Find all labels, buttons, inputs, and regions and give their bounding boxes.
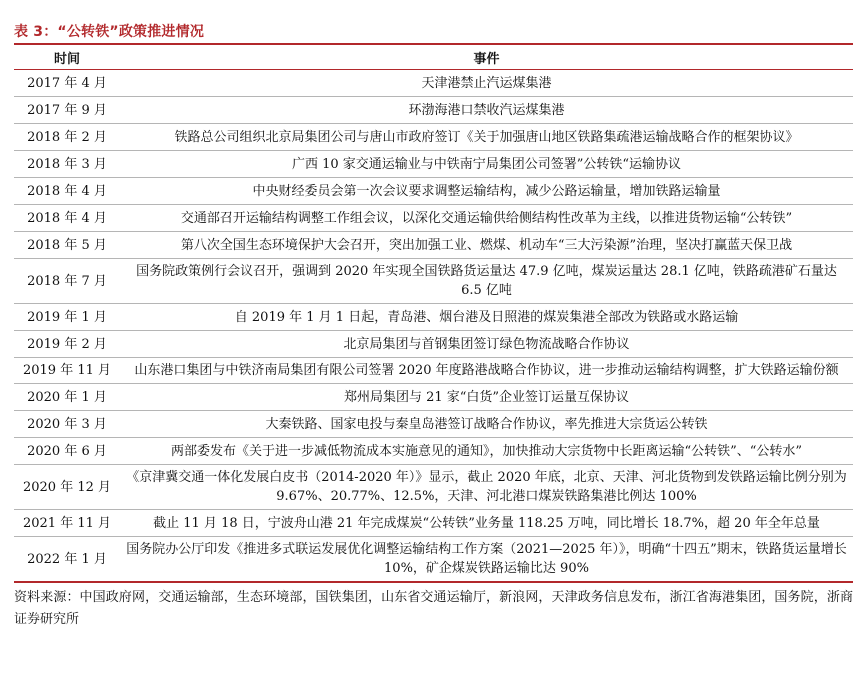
- row-event: 铁路总公司组织北京局集团公司与唐山市政府签订《关于加强唐山地区铁路集疏港运输战略合作的框架协议》: [120, 124, 853, 151]
- row-event: 国务院政策例行会议召开，强调到 2020 年实现全国铁路货运量达 47.9 亿吨，煤炭运量达 28.1 亿吨，铁路疏港矿石量达 6.5 亿吨: [120, 259, 853, 304]
- table-row: [14, 331, 853, 358]
- row-event: 大秦铁路、国家电投与秦皇岛港签订战略合作协议，率先推进大宗货运公转铁: [120, 411, 853, 438]
- row-time: 2017 年 4 月: [14, 70, 120, 97]
- table-row: [14, 537, 853, 583]
- row-event: 山东港口集团与中铁济南局集团有限公司签署 2020 年度路港战略合作协议，进一步推动运输结构调整，扩大铁路运输份额: [120, 358, 853, 384]
- row-time: 2020 年 12 月: [14, 465, 120, 510]
- column-header-time: 时间: [14, 45, 120, 70]
- row-event: 截止 11 月 18 日，宁波舟山港 21 年完成煤炭“公转铁”业务量 118.25 万吨，同比增长 18.7%，超 20 年全年总量: [120, 510, 853, 537]
- table-title: 表 3：“公转铁”政策推进情况: [14, 24, 205, 40]
- row-event: 北京局集团与首钢集团签订绿色物流战略合作协议: [120, 331, 853, 358]
- table-row: [14, 384, 853, 411]
- table-header-row: [14, 45, 853, 70]
- row-time: 2017 年 9 月: [14, 97, 120, 124]
- table-row: [14, 510, 853, 537]
- column-header-event: 事件: [120, 45, 853, 70]
- row-time: 2019 年 2 月: [14, 331, 120, 358]
- row-time: 2018 年 3 月: [14, 151, 120, 178]
- row-event: 广西 10 家交通运输业与中铁南宁局集团公司签署”公转铁“运输协议: [120, 151, 853, 178]
- row-time: 2019 年 11 月: [14, 358, 120, 384]
- row-time: 2018 年 5 月: [14, 232, 120, 259]
- row-time: 2020 年 1 月: [14, 384, 120, 411]
- row-event: 中央财经委员会第一次会议要求调整运输结构，减少公路运输量，增加铁路运输量: [120, 178, 853, 205]
- row-time: 2018 年 4 月: [14, 178, 120, 205]
- row-event: 交通部召开运输结构调整工作组会议，以深化交通运输供给侧结构性改革为主线，以推进货物运输“公转铁”: [120, 205, 853, 232]
- row-event: 天津港禁止汽运煤集港: [120, 70, 853, 97]
- table-row: [14, 151, 853, 178]
- row-time: 2018 年 7 月: [14, 259, 120, 304]
- row-time: 2020 年 6 月: [14, 438, 120, 465]
- source-note: 资料来源：中国政府网，交通运输部，生态环境部，国铁集团，山东省交通运输厅，新浪网，天津政务信息发布，浙江省海港集团，国务院，浙商证券研究所: [14, 590, 853, 627]
- row-time: 2018 年 4 月: [14, 205, 120, 232]
- table-row: [14, 438, 853, 465]
- table-row: [14, 97, 853, 124]
- row-event: 两部委发布《关于进一步减低物流成本实施意见的通知》，加快推动大宗货物中长距离运输“公转铁”、“公转水”: [120, 438, 853, 465]
- row-event: 环渤海港口禁收汽运煤集港: [120, 97, 853, 124]
- row-time: 2018 年 2 月: [14, 124, 120, 151]
- table-row: [14, 232, 853, 259]
- document: [0, 22, 867, 631]
- row-event: 第八次全国生态环境保护大会召开，突出加强工业、燃煤、机动车“三大污染源”治理，坚决打赢蓝天保卫战: [120, 232, 853, 259]
- table-row: [14, 304, 853, 331]
- policy-table: [14, 45, 853, 583]
- row-time: 2021 年 11 月: [14, 510, 120, 537]
- row-event: 《京津冀交通一体化发展白皮书（2014-2020 年）》显示，截止 2020 年底，北京、天津、河北货物到发铁路运输比例分别为 9.67%、20.77%、12.5%，天津、河北港口煤炭铁路集港比例达 100%: [120, 465, 853, 510]
- table-row: [14, 70, 853, 97]
- table-row: [14, 411, 853, 438]
- row-event: 自 2019 年 1 月 1 日起，青岛港、烟台港及日照港的煤炭集港全部改为铁路或水路运输: [120, 304, 853, 331]
- table-row: [14, 178, 853, 205]
- table-row: [14, 259, 853, 304]
- table-row: [14, 205, 853, 232]
- row-time: 2019 年 1 月: [14, 304, 120, 331]
- table-row: [14, 465, 853, 510]
- row-time: 2020 年 3 月: [14, 411, 120, 438]
- table-row: [14, 124, 853, 151]
- row-event: 国务院办公厅印发《推进多式联运发展优化调整运输结构工作方案（2021—2025 年）》，明确“十四五”期末，铁路货运量增长 10%，矿企煤炭铁路运输比达 90%: [120, 537, 853, 583]
- row-event: 郑州局集团与 21 家“白货”企业签订运量互保协议: [120, 384, 853, 411]
- table-row: [14, 358, 853, 384]
- row-time: 2022 年 1 月: [14, 537, 120, 583]
